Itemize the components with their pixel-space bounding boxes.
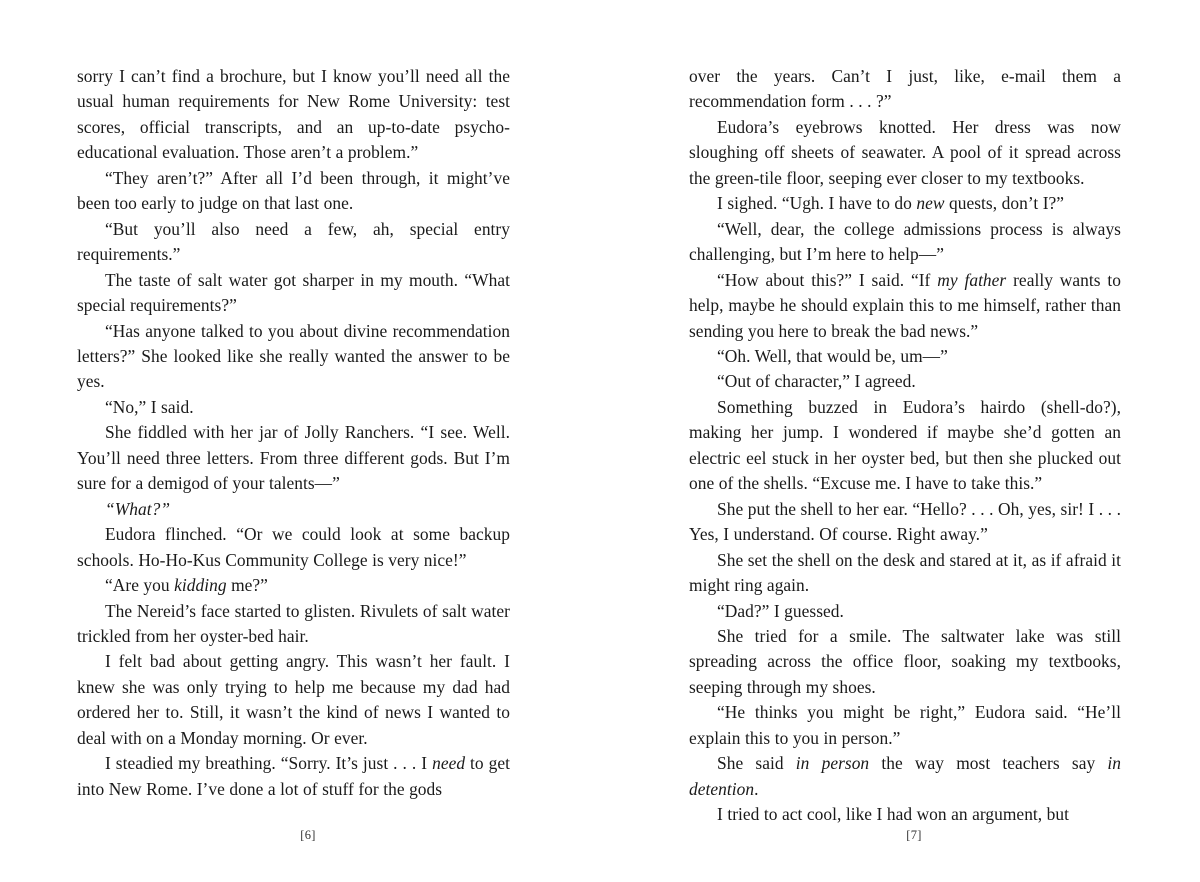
body-paragraph — [77, 497, 510, 522]
body-paragraph: She set the shell on the desk and stared at it, as if afraid it might ring again. — [689, 549, 1121, 596]
right-page-folio: [7] — [906, 828, 922, 842]
body-paragraph: I tried to act cool, like I had won an argument, but — [717, 804, 1070, 825]
body-paragraph: “Dad?” I guessed. — [717, 600, 844, 621]
left-page-body — [77, 64, 510, 802]
body-paragraph: “But you’ll also need a few, ah, special entry requirements.” — [77, 218, 510, 265]
emphasis-text: in detention — [689, 753, 1121, 799]
emphasis-text: “What?” — [105, 498, 171, 519]
emphasis-text: need — [432, 753, 466, 774]
body-paragraph: I sighed. “Ugh. I have to do new quests, don’t I?” — [717, 193, 1065, 214]
left-page-folio: [6] — [300, 828, 316, 842]
body-paragraph: “Are you kidding me?” — [105, 575, 268, 596]
body-paragraph: She tried for a smile. The saltwater lake was still spreading across the office floor, soaking my textbooks, seeping through my shoes. — [689, 625, 1121, 697]
body-paragraph: “He thinks you might be right,” Eudora said. “He’ll explain this to you in person.” — [689, 702, 1121, 748]
emphasis-text: new — [916, 193, 945, 214]
body-paragraph: “They aren’t?” After all I’d been through, it might’ve been too early to judge on that last one. — [77, 167, 510, 214]
body-paragraph: “Oh. Well, that would be, um—” — [717, 345, 948, 366]
emphasis-text: kidding — [174, 575, 227, 596]
body-paragraph: “How about this?” I said. “If my father really wants to help, maybe he should explain this to me himself, rather than sending you here to break the bad news.” — [689, 269, 1122, 341]
body-paragraph: Eudora’s eyebrows knotted. Her dress was now sloughing off sheets of seawater. A pool of it spread across the green-tile floor, seeping ever closer to my textbooks. — [689, 116, 1121, 188]
body-paragraph: Eudora flinched. “Or we could look at some backup schools. Ho-Ho-Kus Community College is very nice!” — [77, 524, 510, 570]
body-paragraph: over the years. Can’t I just, like, e-mail them a recommendation form . . . ?” — [689, 66, 1121, 112]
body-paragraph: sorry I can’t find a brochure, but I know you’ll need all the usual human requirements for New Rome University: test scores, official transcripts, and an up-to-date psycho-educational evaluation. Those aren’t a problem.” — [77, 66, 510, 163]
body-paragraph: She fiddled with her jar of Jolly Ranchers. “I see. Well. You’ll need three letters. From three different gods. But I’m sure for a demigod of your talents—” — [77, 422, 510, 494]
body-paragraph: She put the shell to her ear. “Hello? . . . Oh, yes, sir! I . . . Yes, I understand. Of course. Right away.” — [689, 498, 1121, 545]
body-paragraph: She said in person the way most teachers say in detention. — [689, 753, 1121, 799]
body-paragraph: Something buzzed in Eudora’s hairdo (shell-do?), making her jump. I wondered if maybe she’d gotten an electric eel stuck in her oyster bed, but then she plucked out one of the shells. “Excuse me. I have to take this.” — [689, 396, 1121, 494]
body-paragraph: “No,” I said. — [105, 396, 194, 417]
body-paragraph: I steadied my breathing. “Sorry. It’s just . . . I need to get into New Rome. I’ve done a lot of stuff for the gods — [77, 753, 510, 799]
body-paragraph: I felt bad about getting angry. This wasn’t her fault. I knew she was only trying to help me because my dad had ordered her to. Still, it wasn’t the kind of news I wanted to deal with on a Monday morning. Or ever. — [77, 651, 510, 748]
body-paragraph: “Has anyone talked to you about divine recommendation letters?” She looked like she really wanted the answer to be yes. — [77, 320, 510, 392]
body-paragraph: The taste of salt water got sharper in my mouth. “What special requirements?” — [77, 269, 510, 316]
body-paragraph: The Nereid’s face started to glisten. Rivulets of salt water trickled from her oyster-bed hair. — [77, 600, 510, 646]
right-page-body — [689, 64, 1121, 828]
body-paragraph: “Well, dear, the college admissions process is always challenging, but I’m here to help—” — [689, 218, 1121, 265]
emphasis-text: in person — [795, 753, 870, 774]
body-paragraph: “Out of character,” I agreed. — [717, 371, 916, 392]
emphasis-text: my father — [937, 269, 1007, 290]
page-right — [600, 0, 1200, 882]
